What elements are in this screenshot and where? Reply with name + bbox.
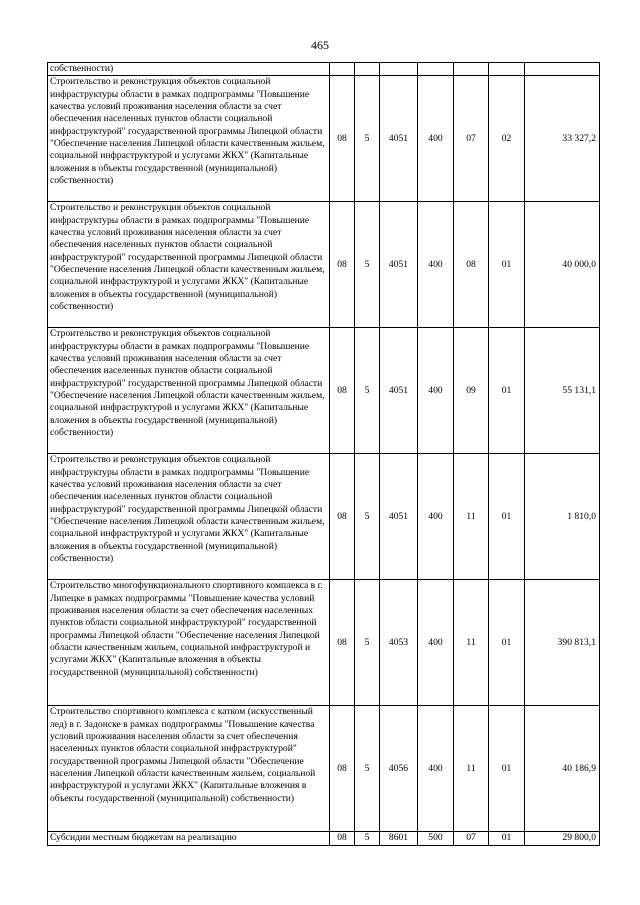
cell-code: 4051	[380, 454, 418, 580]
cell-amount: 40 186,9	[525, 706, 600, 832]
row-description: Строительство и реконструкция объектов социальной инфраструктуры области в рамках подпрограммы "Повышение качества условий проживания населения области за счет обеспечения населенных пунктов области социальной инфраструктурой" государственной программы Липецкой области "Обеспечение населения Липецкой области качественным жильем, социальной инфраструктурой и услугами ЖКХ" (Капитальные вложения в объекты государственной (муниципальной) собственности)	[48, 454, 330, 580]
cell-code: 01	[489, 706, 525, 832]
table-row	[48, 832, 600, 845]
table-row	[48, 454, 600, 580]
cell-code: 08	[330, 328, 355, 454]
cell-amount: 390 813,1	[525, 580, 600, 706]
cell-code: 08	[454, 202, 489, 328]
cell-code: 01	[489, 832, 525, 845]
page-number: 465	[311, 38, 329, 52]
cell-code: 4056	[380, 706, 418, 832]
cell-amount: 29 800,0	[525, 832, 600, 845]
row-description: Строительство многофункционального спортивного комплекса в г. Липецке в рамках подпрограммы "Повышение качества условий проживания населения области за счет обеспечения населенных пунктов области социальной инфраструктурой" государственной программы Липецкой области "Обеспечение населения Липецкой области качественным жильем, социальной инфраструктурой и услугами ЖКХ" (Капитальные вложения в объекты государственной (муниципальной) собственности)	[48, 580, 330, 706]
cell-code: 5	[355, 580, 380, 706]
table-row	[48, 202, 600, 328]
cell-code: 09	[454, 328, 489, 454]
cell-code: 4051	[380, 76, 418, 202]
cell-code	[489, 63, 525, 76]
cell-code: 07	[454, 76, 489, 202]
cell-code: 11	[454, 580, 489, 706]
cell-amount	[525, 63, 600, 76]
cell-code: 5	[355, 454, 380, 580]
cell-code: 01	[489, 580, 525, 706]
cell-code: 400	[418, 328, 454, 454]
cell-code: 01	[489, 202, 525, 328]
cell-code: 08	[330, 706, 355, 832]
cell-code: 08	[330, 454, 355, 580]
cell-code: 08	[330, 202, 355, 328]
cell-code: 11	[454, 706, 489, 832]
cell-code: 5	[355, 832, 380, 845]
cell-code: 08	[330, 76, 355, 202]
cell-code: 01	[489, 454, 525, 580]
cell-amount: 40 000,0	[525, 202, 600, 328]
cell-code: 400	[418, 706, 454, 832]
cell-code: 400	[418, 202, 454, 328]
cell-amount: 1 810,0	[525, 454, 600, 580]
cell-code: 5	[355, 202, 380, 328]
cell-code: 400	[418, 580, 454, 706]
cell-code: 5	[355, 706, 380, 832]
row-description: Строительство и реконструкция объектов социальной инфраструктуры области в рамках подпрограммы "Повышение качества условий проживания населения области за счет обеспечения населенных пунктов области социальной инфраструктурой" государственной программы Липецкой области "Обеспечение населения Липецкой области качественным жильем, социальной инфраструктурой и услугами ЖКХ" (Капитальные вложения в объекты государственной (муниципальной) собственности)	[48, 328, 330, 454]
cell-code: 01	[489, 328, 525, 454]
cell-code: 400	[418, 454, 454, 580]
cell-code: 8601	[380, 832, 418, 845]
cell-code	[454, 63, 489, 76]
cell-code: 08	[330, 580, 355, 706]
row-description: Строительство и реконструкция объектов социальной инфраструктуры области в рамках подпрограммы "Повышение качества условий проживания населения области за счет обеспечения населенных пунктов области социальной инфраструктурой" государственной программы Липецкой области "Обеспечение населения Липецкой области качественным жильем, социальной инфраструктурой и услугами ЖКХ" (Капитальные вложения в объекты государственной (муниципальной) собственности)	[48, 76, 330, 202]
cell-code: 4053	[380, 580, 418, 706]
cell-code	[418, 63, 454, 76]
row-description: Субсидии местным бюджетам на реализацию	[48, 832, 330, 845]
row-description: Строительство и реконструкция объектов социальной инфраструктуры области в рамках подпрограммы "Повышение качества условий проживания населения области за счет обеспечения населенных пунктов области социальной инфраструктурой" государственной программы Липецкой области "Обеспечение населения Липецкой области качественным жильем, социальной инфраструктурой и услугами ЖКХ" (Капитальные вложения в объекты государственной (муниципальной) собственности)	[48, 202, 330, 328]
cell-code: 4051	[380, 202, 418, 328]
cell-code: 400	[418, 76, 454, 202]
cell-code	[355, 63, 380, 76]
cell-code: 02	[489, 76, 525, 202]
table-row	[48, 328, 600, 454]
row-description: собственности)	[48, 63, 330, 76]
table-row	[48, 63, 600, 76]
table-row	[48, 76, 600, 202]
cell-code: 5	[355, 328, 380, 454]
cell-code: 5	[355, 76, 380, 202]
cell-code	[380, 63, 418, 76]
cell-amount: 55 131,1	[525, 328, 600, 454]
table-row	[48, 580, 600, 706]
cell-amount: 33 327,2	[525, 76, 600, 202]
row-description: Строительство спортивного комплекса с катком (искусственный лед) в г. Задонске в рамках подпрограммы "Повышение качества условий проживания населения области за счет обеспечения населенных пунктов области социальной инфраструктурой" государственной программы Липецкой области "Обеспечение населения Липецкой области качественным жильем, социальной инфраструктурой и услугами ЖКХ" (Капитальные вложения в объекты государственной (муниципальной) собственности)	[48, 706, 330, 832]
cell-code: 11	[454, 454, 489, 580]
cell-code: 4051	[380, 328, 418, 454]
table-row	[48, 706, 600, 832]
budget-table	[47, 62, 600, 846]
cell-code: 07	[454, 832, 489, 845]
cell-code: 500	[418, 832, 454, 845]
cell-code	[330, 63, 355, 76]
cell-code: 08	[330, 832, 355, 845]
